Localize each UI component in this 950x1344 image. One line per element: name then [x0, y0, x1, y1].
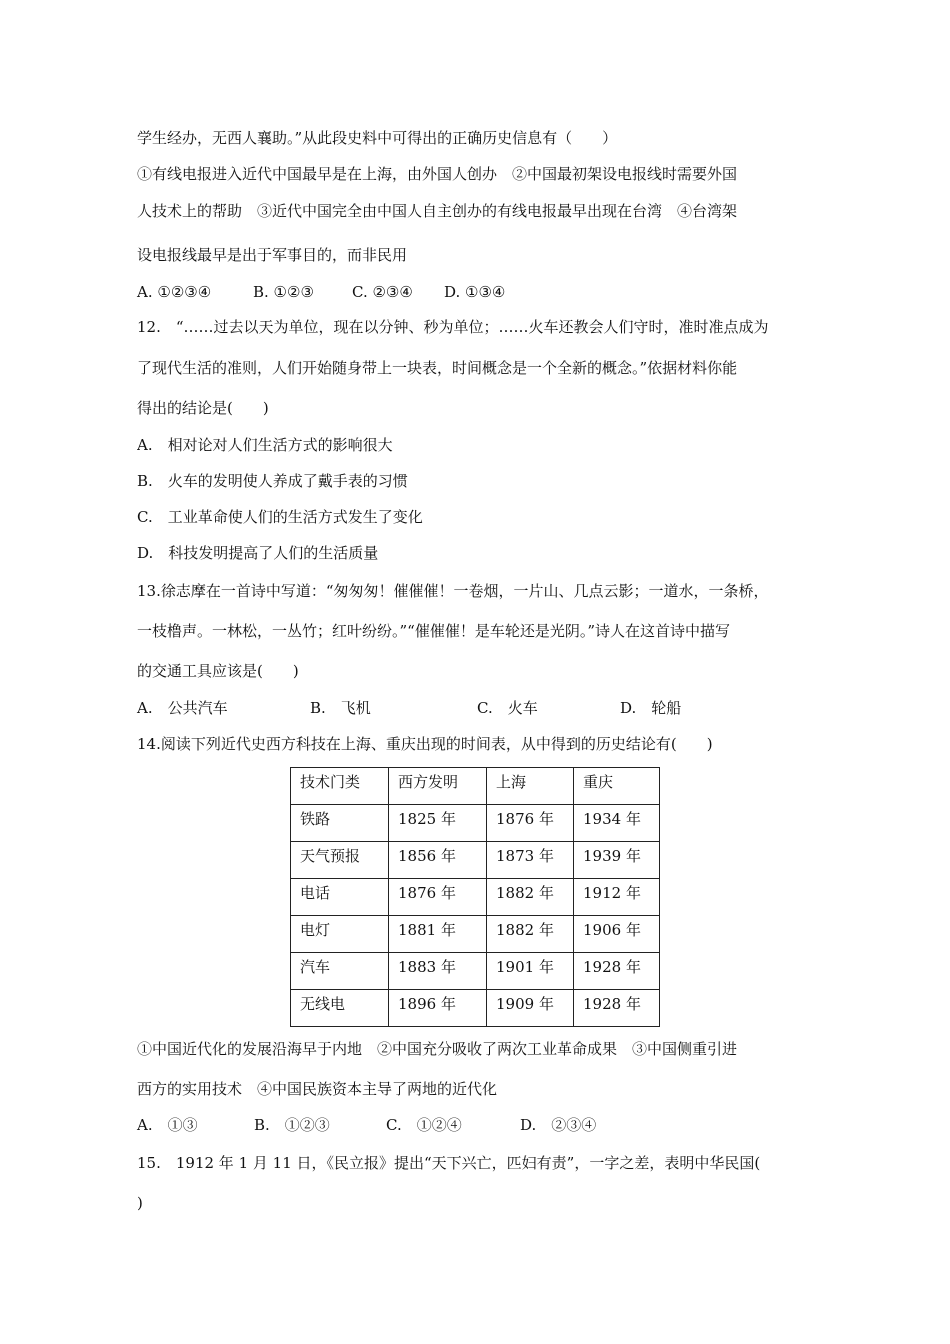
- table-cell: 1901 年: [487, 953, 574, 990]
- q11-options: [137, 281, 505, 303]
- table-header-cell: 重庆: [574, 768, 660, 805]
- q13-option-c: C. 火车: [477, 699, 538, 717]
- q11-option-a: A. ①②③④: [137, 283, 212, 301]
- table-cell: 铁路: [291, 805, 389, 842]
- q11-statement-line-3: 设电报线最早是出于军事目的，而非民用: [137, 246, 408, 264]
- table-row: [291, 842, 660, 879]
- q13-options: [137, 697, 681, 719]
- table-cell: 电灯: [291, 916, 389, 953]
- table-cell: 电话: [291, 879, 389, 916]
- q15-stem-line-1: 15. 1912 年 1 月 11 日，《民立报》提出“天下兴亡，匹妇有责”，一字之差，表明中华民国(: [137, 1154, 761, 1172]
- q11-statement-line-1: ①有线电报进入近代中国最早是在上海，由外国人创办 ②中国最初架设电报线时需要外国: [137, 165, 738, 183]
- table-cell: 1909 年: [487, 990, 574, 1027]
- table-cell: 汽车: [291, 953, 389, 990]
- q12-stem-line-3: 得出的结论是( ): [137, 399, 269, 417]
- q11-option-d: D. ①③④: [444, 283, 506, 301]
- q14-statement-line-1: ①中国近代化的发展沿海早于内地 ②中国充分吸收了两次工业革命成果 ③中国侧重引进: [137, 1040, 738, 1058]
- table-cell: 1883 年: [389, 953, 487, 990]
- table-row: [291, 805, 660, 842]
- table-cell: 1939 年: [574, 842, 660, 879]
- q14-stem-line-1: 14.阅读下列近代史西方科技在上海、重庆出现的时间表，从中得到的历史结论有( ): [137, 735, 713, 753]
- table-cell: 1882 年: [487, 916, 574, 953]
- q13-stem-line-2: 一枝橹声。一林松，一丛竹；红叶纷纷。”“催催催！是车轮还是光阴。”诗人在这首诗中描写: [137, 622, 731, 640]
- q14-option-b: B. ①②③: [254, 1116, 330, 1134]
- q12-option-d: D. 科技发明提高了人们的生活质量: [137, 544, 379, 562]
- tech-timeline-table: [290, 767, 660, 1027]
- table-cell: 1876 年: [487, 805, 574, 842]
- q12-stem-line-1: 12. “……过去以天为单位，现在以分钟、秒为单位；……火车还教会人们守时，准时准点成为: [137, 318, 769, 336]
- table-row: [291, 916, 660, 953]
- q13-stem-line-3: 的交通工具应该是( ): [137, 662, 299, 680]
- table-cell: 1825 年: [389, 805, 487, 842]
- q13-option-b: B. 飞机: [310, 699, 371, 717]
- table-cell: 1906 年: [574, 916, 660, 953]
- q12-option-b: B. 火车的发明使人养成了戴手表的习惯: [137, 472, 408, 490]
- table-cell: 1928 年: [574, 953, 660, 990]
- q13-stem-line-1: 13.徐志摩在一首诗中写道：“匆匆匆！催催催！一卷烟，一片山、几点云影；一道水，一条桥，: [137, 582, 769, 600]
- table-cell: 无线电: [291, 990, 389, 1027]
- q14-option-d: D. ②③④: [520, 1116, 597, 1134]
- q14-option-a: A. ①③: [137, 1116, 198, 1134]
- q11-statement-line-2: 人技术上的帮助 ③近代中国完全由中国人自主创办的有线电报最早出现在台湾 ④台湾架: [137, 202, 738, 220]
- q14-option-c: C. ①②④: [386, 1116, 462, 1134]
- q13-option-a: A. 公共汽车: [137, 699, 228, 717]
- table-header-cell: 技术门类: [291, 768, 389, 805]
- table-cell: 1876 年: [389, 879, 487, 916]
- table-header-row: [291, 768, 660, 805]
- table-row: [291, 990, 660, 1027]
- table-header-cell: 上海: [487, 768, 574, 805]
- q12-option-c: C. 工业革命使人们的生活方式发生了变化: [137, 508, 423, 526]
- table-cell: 1881 年: [389, 916, 487, 953]
- table-cell: 天气预报: [291, 842, 389, 879]
- table-cell: 1934 年: [574, 805, 660, 842]
- q15-stem-line-2: ): [137, 1194, 143, 1212]
- table-cell: 1856 年: [389, 842, 487, 879]
- table-cell: 1928 年: [574, 990, 660, 1027]
- table-row: [291, 879, 660, 916]
- q11-stem-line-1: 学生经办，无西人襄助。”从此段史料中可得出的正确历史信息有（ ）: [137, 129, 618, 147]
- q11-option-c: C. ②③④: [352, 283, 413, 301]
- q13-option-d: D. 轮船: [620, 699, 682, 717]
- q14-options: [137, 1114, 596, 1136]
- table-row: [291, 953, 660, 990]
- table-cell: 1873 年: [487, 842, 574, 879]
- q11-option-b: B. ①②③: [253, 283, 314, 301]
- table-cell: 1896 年: [389, 990, 487, 1027]
- q12-option-a: A. 相对论对人们生活方式的影响很大: [137, 436, 393, 454]
- table-cell: 1912 年: [574, 879, 660, 916]
- table-header-cell: 西方发明: [389, 768, 487, 805]
- q14-statement-line-2: 西方的实用技术 ④中国民族资本主导了两地的近代化: [137, 1080, 498, 1098]
- q12-stem-line-2: 了现代生活的准则，人们开始随身带上一块表，时间概念是一个全新的概念。”依据材料你能: [137, 359, 738, 377]
- table-cell: 1882 年: [487, 879, 574, 916]
